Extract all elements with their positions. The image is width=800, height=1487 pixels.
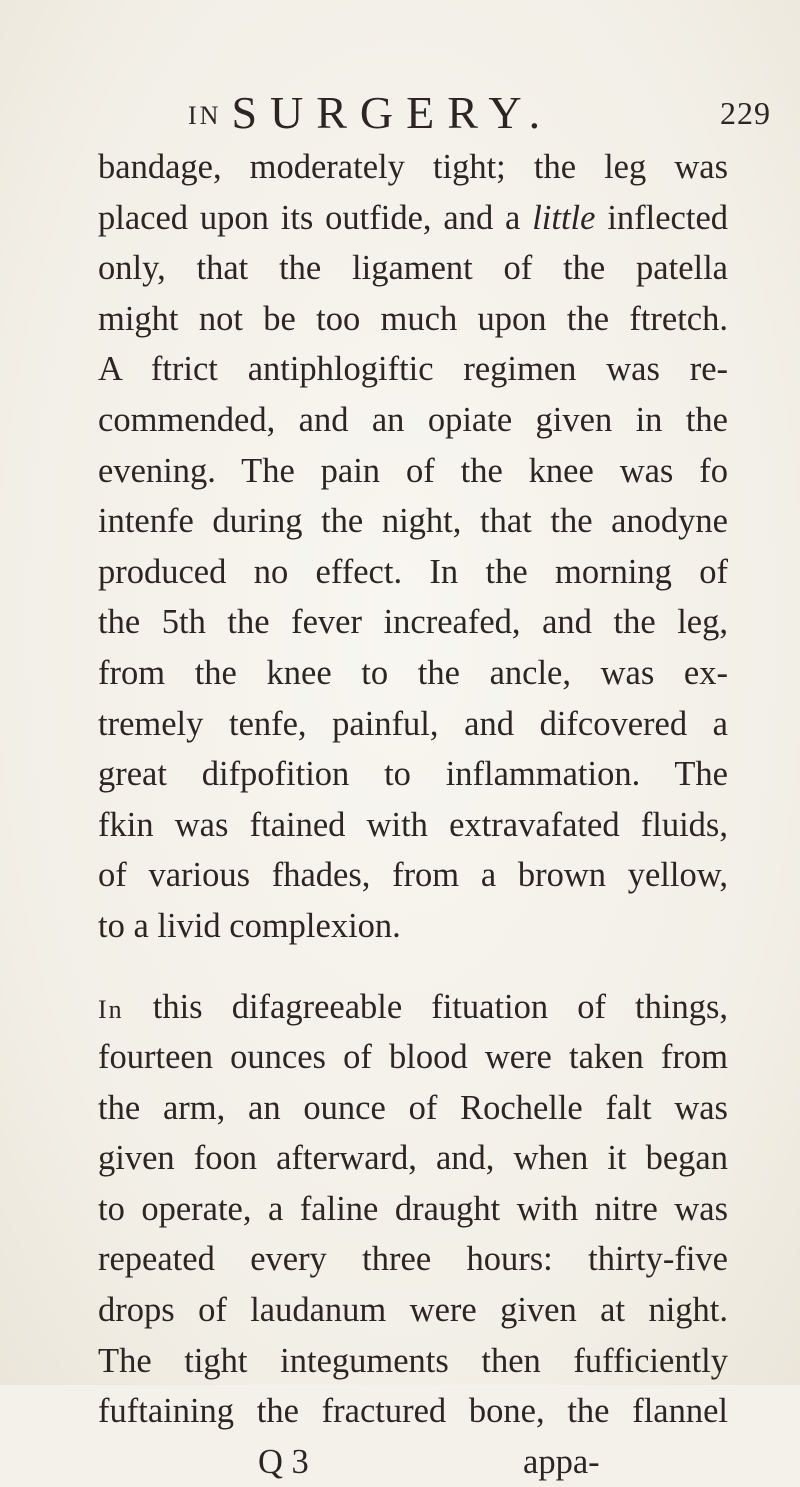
text-line: to operate, a faline draught with nitre was [98, 1189, 728, 1228]
text-line-start: placed upon its outfide, and a [98, 198, 521, 237]
text-line: A ftrict antiphlogiftic regimen was re- [98, 350, 728, 389]
text-line [98, 193, 728, 244]
signature-mark: Q 3 [258, 1442, 309, 1481]
running-head-title: SURGERY. [231, 87, 554, 138]
paragraph-2 [98, 982, 728, 1437]
lead-in: In [98, 994, 124, 1024]
paragraph-gap [98, 952, 728, 982]
text-line: drops of laudanum were given at night. [98, 1291, 728, 1330]
running-head [188, 88, 553, 141]
text-line: repeated every three hours: thirty-five [98, 1240, 728, 1279]
text-line: evening. The pain of the knee was fo [98, 451, 728, 490]
page-number: 229 [720, 95, 771, 131]
text-line: tremely tenfe, painful, and difcovered a [98, 704, 728, 743]
text-line [98, 982, 728, 1033]
text-line-end: inflected [607, 198, 729, 237]
text-line: from the knee to the ancle, was ex- [98, 653, 728, 692]
body-text [98, 142, 728, 1487]
text-line: to a livid complexion. [98, 906, 401, 945]
text-line: of various fhades, from a brown yellow, [98, 856, 728, 895]
text-line: great difpofition to inflammation. The [98, 755, 728, 794]
italic-word: little [532, 198, 596, 237]
running-head-prefix: IN [188, 101, 222, 130]
text-line: The tight integuments then fufficiently [98, 1341, 728, 1380]
text-line: bandage, moderately tight; the leg was [98, 148, 728, 186]
text-line: commended, and an opiate given in the [98, 400, 728, 439]
text-line: only, that the ligament of the patella [98, 249, 728, 288]
catchword: appa- [523, 1442, 600, 1481]
text-line: fourteen ounces of blood were taken from [98, 1038, 728, 1077]
text-line: intenfe during the night, that the anodyne [98, 502, 728, 541]
paragraph-1 [98, 142, 728, 952]
text-line: the arm, an ounce of Rochelle falt was [98, 1088, 728, 1127]
text-line: the 5th the fever increafed, and the leg, [98, 603, 728, 642]
text-line: fuftaining the fractured bone, the flannel [98, 1392, 728, 1431]
text-line: fkin was ftained with extravafated fluids, [98, 805, 728, 844]
text-line: might not be too much upon the ftretch. [98, 299, 728, 338]
page-header [0, 88, 800, 138]
text-line: produced no effect. In the morning of [98, 552, 728, 591]
page-footer [98, 1437, 728, 1487]
text-line-rest: this difagreeable fituation of things, [152, 987, 729, 1026]
text-line: given foon afterward, and, when it began [98, 1139, 728, 1178]
